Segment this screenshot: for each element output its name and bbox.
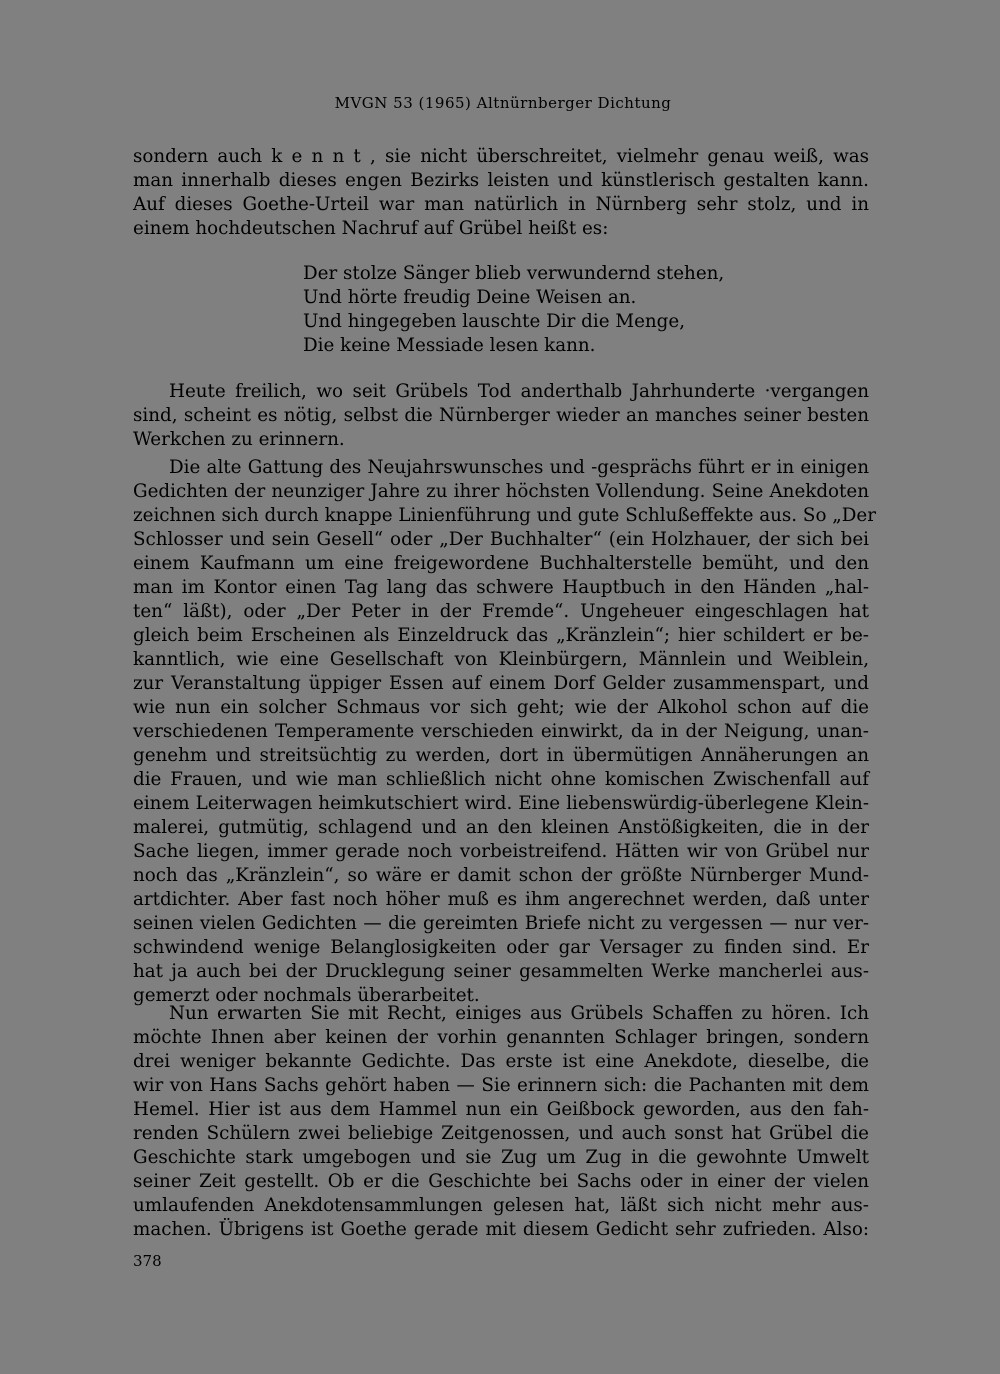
text-line: zur Veranstaltung üppiger Essen auf einem Dorf Gelder zusammenspart, und <box>133 673 869 694</box>
paragraph-1 <box>133 145 869 241</box>
text-line: möchte Ihnen aber keinen der vorhin genannten Schlager bringen, sondern <box>133 1027 869 1048</box>
text-line: ten“ läßt), oder „Der Peter in der Fremde“. Ungeheuer eingeschlagen hat <box>133 601 869 622</box>
text-line: drei weniger bekannte Gedichte. Das erste ist eine Anekdote, dieselbe, die <box>133 1051 869 1072</box>
text-line: machen. Übrigens ist Goethe gerade mit diesem Gedicht sehr zufrieden. Also: <box>133 1219 869 1240</box>
text-line: Die alte Gattung des Neujahrswunsches und -gesprächs führt er in einigen <box>169 457 869 478</box>
text-line: Heute freilich, wo seit Grübels Tod anderthalb Jahrhunderte ·vergangen <box>169 381 869 402</box>
text-line: noch das „Kränzlein“, so wäre er damit schon der größte Nürnberger Mund- <box>133 865 869 886</box>
text-line: sind, scheint es nötig, selbst die Nürnberger wieder an manches seiner besten <box>133 405 869 426</box>
verse-quote <box>303 262 724 358</box>
paragraph-4 <box>133 1002 869 1242</box>
text-line: malerei, gutmütig, schlagend und an den kleinen Anstößigkeiten, die in der <box>133 817 869 838</box>
text-line: renden Schülern zwei beliebige Zeitgenossen, und auch sonst hat Grübel die <box>133 1123 869 1144</box>
text-line: Werkchen zu erinnern. <box>133 429 345 450</box>
text-line: man innerhalb dieses engen Bezirks leisten und künstlerisch gestalten kann. <box>133 170 869 191</box>
text-line: gleich beim Erscheinen als Einzeldruck das „Kränzlein“; hier schildert er be- <box>133 625 869 646</box>
text-line: kanntlich, wie eine Gesellschaft von Kleinbürgern, Männlein und Weiblein, <box>133 649 869 670</box>
text-line: seiner Zeit gestellt. Ob er die Geschichte bei Sachs oder in einer der vielen <box>133 1171 869 1192</box>
text-line: genehm und streitsüchtig zu werden, dort in übermütigen Annäherungen an <box>133 745 869 766</box>
paragraph-3 <box>133 456 876 1008</box>
text-line: Hemel. Hier ist aus dem Hammel nun ein Geißbock geworden, aus den fah- <box>133 1099 869 1120</box>
text-line: schwindend wenige Belanglosigkeiten oder gar Versager zu finden sind. Er <box>133 937 869 958</box>
verse-line: Der stolze Sänger blieb verwundernd stehen, <box>303 263 725 284</box>
text-line: hat ja auch bei der Drucklegung seiner gesammelten Werke mancherlei aus- <box>133 961 869 982</box>
verse-line: Die keine Messiade lesen kann. <box>303 335 596 356</box>
text-line: umlaufenden Anekdotensammlungen gelesen hat, läßt sich nicht mehr aus- <box>133 1195 869 1216</box>
text-line: Nun erwarten Sie mit Recht, einiges aus Grübels Schaffen zu hören. Ich <box>169 1003 869 1024</box>
text-line: einem Leiterwagen heimkutschiert wird. Eine liebenswürdig-überlegene Klein- <box>133 793 869 814</box>
text-line: seinen vielen Gedichten — die gereimten Briefe nicht zu vergessen — nur ver- <box>133 913 869 934</box>
paragraph-2 <box>133 380 869 452</box>
text-line: Sache liegen, immer gerade noch vorbeistreifend. Hätten wir von Grübel nur <box>133 841 869 862</box>
verse-line: Und hörte freudig Deine Weisen an. <box>303 287 637 308</box>
text-line: artdichter. Aber fast noch höher muß es ihm angerechnet werden, daß unter <box>133 889 869 910</box>
text-line: Auf dieses Goethe-Urteil war man natürlich in Nürnberg sehr stolz, und in <box>133 194 869 215</box>
text-line: einem hochdeutschen Nachruf auf Grübel heißt es: <box>133 218 609 239</box>
text-line: Schlosser und sein Gesell“ oder „Der Buchhalter“ (ein Holzhauer, der sich bei <box>133 529 869 550</box>
text-line: verschiedenen Temperamente verschieden einwirkt, da in der Neigung, unan- <box>133 721 869 742</box>
running-header <box>0 94 1000 112</box>
text-line: Geschichte stark umgebogen und sie Zug um Zug in die gewohnte Umwelt <box>133 1147 869 1168</box>
text-line: wie nun ein solcher Schmaus vor sich geht; wie der Alkohol schon auf die <box>133 697 869 718</box>
text-line: sondern auch k e n n t , sie nicht überschreitet, vielmehr genau weiß, was <box>133 146 869 167</box>
text-line: die Frauen, und wie man schließlich nicht ohne komischen Zwischenfall auf <box>133 769 869 790</box>
text-line: Gedichten der neunziger Jahre zu ihrer höchsten Vollendung. Seine Anekdoten <box>133 481 869 502</box>
text-line: gemerzt oder nochmals überarbeitet. <box>133 985 480 1006</box>
page-number: 378 <box>133 1252 162 1270</box>
text-line: einem Kaufmann um eine freigewordene Buchhalterstelle bemüht, und den <box>133 553 869 574</box>
text-line: man im Kontor einen Tag lang das schwere Hauptbuch in den Händen „hal- <box>133 577 869 598</box>
verse-line: Und hingegeben lauschte Dir die Menge, <box>303 311 686 332</box>
text-line: wir von Hans Sachs gehört haben — Sie erinnern sich: die Pachanten mit dem <box>133 1075 869 1096</box>
running-header-text: MVGN 53 (1965) Altnürnberger Dichtung <box>334 94 672 112</box>
text-line: zeichnen sich durch knappe Linienführung und gute Schlußeffekte aus. So „Der <box>133 505 876 526</box>
